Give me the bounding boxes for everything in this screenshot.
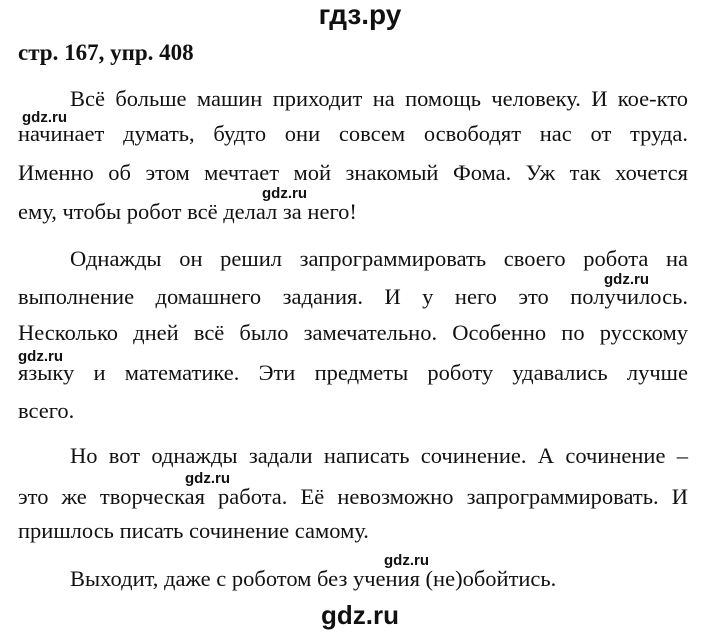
paragraph-3-line-2: это же творческая работа. Её невозможно запрограммировать. И	[18, 484, 688, 509]
site-footer: gdz.ru	[321, 600, 399, 630]
paragraph-1-line-1: Всё больше машин приходит на помощь человеку. И кое-кто	[70, 86, 688, 111]
paragraph-1-line-3: Именно об этом мечтает мой знакомый Фома. Уж так хочется	[18, 160, 688, 185]
watermark: gdz.ru	[262, 185, 307, 202]
paragraph-3-line-1: Но вот однажды задали написать сочинение. А сочинение –	[70, 443, 688, 468]
paragraph-1-line-2: начинает думать, будто они совсем освободят нас от труда.	[18, 121, 688, 146]
watermark: gdz.ru	[22, 109, 67, 126]
watermark: gdz.ru	[18, 348, 63, 365]
paragraph-2-line-5: всего.	[18, 398, 75, 423]
page-reference: стр. 167, упр. 408	[18, 40, 194, 65]
paragraph-4-line-1: Выходит, даже с роботом без учения (не)обойтись.	[70, 566, 557, 591]
paragraph-3-line-3: пришлось писать сочинение самому.	[18, 518, 369, 543]
paragraph-2-line-4: языку и математике. Эти предметы роботу удавались лучше	[18, 360, 688, 385]
watermark: gdz.ru	[185, 470, 230, 487]
site-header: гдз.ру	[318, 0, 402, 30]
watermark: gdz.ru	[384, 552, 429, 569]
paragraph-2-line-1: Однажды он решил запрограммировать своего робота на	[70, 246, 688, 271]
watermark: gdz.ru	[604, 271, 649, 288]
paragraph-2-line-2: выполнение домашнего задания. И у него это получилось.	[18, 284, 688, 309]
paragraph-1-line-4: ему, чтобы робот всё делал за него!	[18, 199, 357, 224]
paragraph-2-line-3: Несколько дней всё было замечательно. Особенно по русскому	[18, 320, 688, 345]
